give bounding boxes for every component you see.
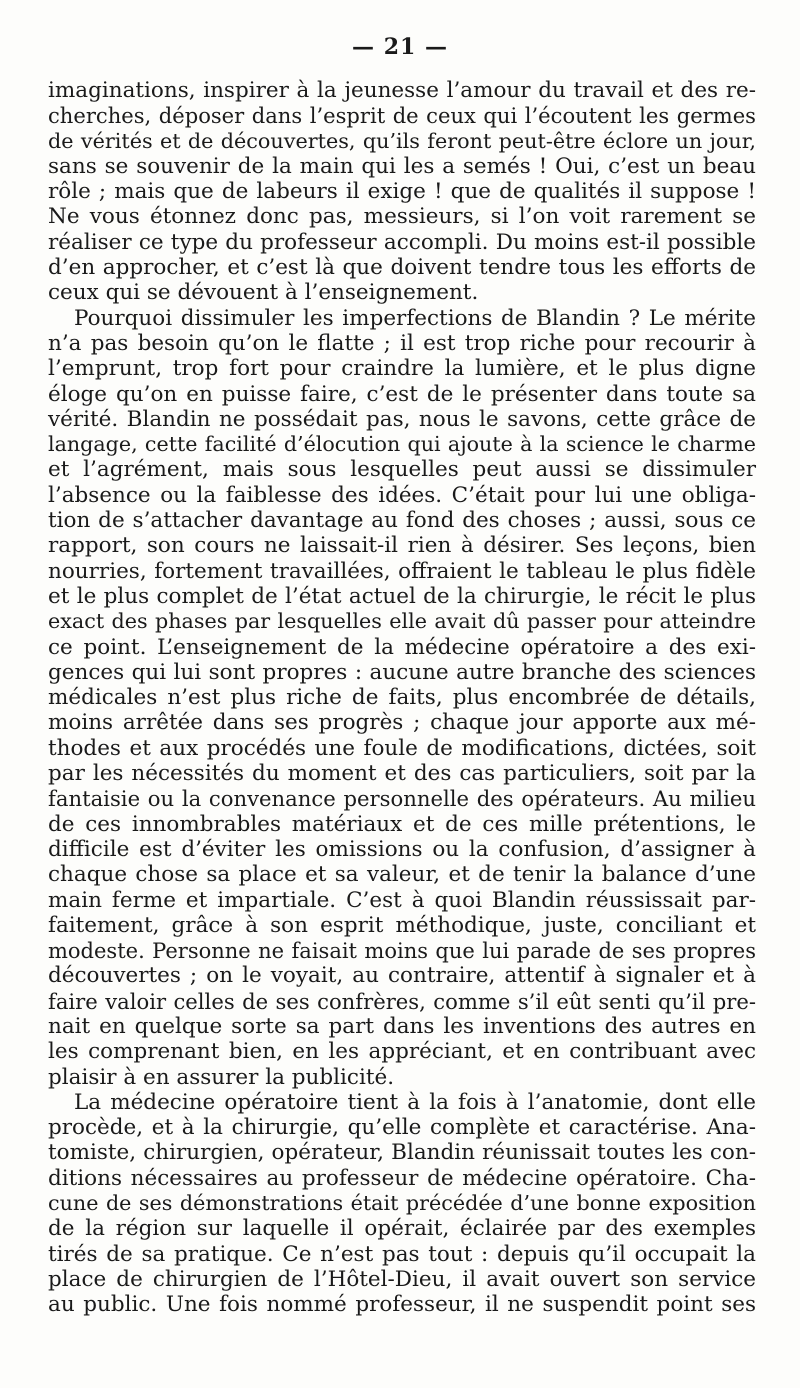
text-line: rapport, son cours ne laissait-il rien à désirer. Ses leçons, bien [48,533,756,559]
text-line: et l’agrément, mais sous lesquelles peut aussi se dissimuler [48,457,756,483]
text-line: au public. Une fois nommé professeur, il ne suspendit point ses [48,1292,756,1318]
text-line: tion de s’attacher davantage au fond des choses ; aussi, sous ce [48,508,756,534]
text-line: rôle ; mais que de labeurs il exige ! que de qualités il suppose ! [48,179,756,205]
text-line: thodes et aux procédés une foule de modifications, dictées, soit [48,735,756,761]
text-line: main ferme et impartiale. C’est à quoi Blandin réussissait par- [48,887,756,913]
text-line: exact des phases par lesquelles elle avait dû passer pour atteindre [48,609,756,634]
text-line: cherches, déposer dans l’esprit de ceux qui l’écoutent les germes [48,103,756,129]
paragraph-start-line: La médecine opératoire tient à la fois à l’anatomie, dont elle [74,1089,756,1115]
text-line: les comprenant bien, en les appréciant, et en contribuant avec [48,1039,756,1065]
text-line: difficile est d’éviter les omissions ou la confusion, d’assigner à [48,836,756,862]
text-line: nait en quelque sorte sa part dans les inventions des autres en [48,1013,756,1039]
text-line: de vérités et de découvertes, qu’ils feront peut-être éclore un jour, [48,128,756,153]
body-text [48,78,756,1318]
paragraph-end-line: ceux qui se dévouent à l’enseignement. [48,280,479,306]
page-number: — 21 — [352,34,448,60]
text-line: vérité. Blandin ne possédait pas, nous le savons, cette grâce de [48,406,756,432]
text-line: ce point. L’enseignement de la médecine opératoire a des exi- [48,634,756,660]
text-line: de la région sur laquelle il opérait, éclairée par des exemples [48,1216,756,1242]
text-line: faire valoir celles de ses confrères, comme s’il eût senti qu’il pre- [48,988,756,1014]
text-line: gences qui lui sont propres : aucune autre branche des sciences [48,659,756,685]
text-line: et le plus complet de l’état actuel de la chirurgie, le récit le plus [48,583,756,609]
text-line: imaginations, inspirer à la jeunesse l’amour du travail et des re- [48,78,756,103]
paragraph-end-line: plaisir à en assurer la publicité. [48,1064,395,1090]
text-line: chaque chose sa place et sa valeur, et de tenir la balance d’une [48,862,756,888]
text-line: l’emprunt, trop fort pour craindre la lumière, et le plus digne [48,356,756,382]
text-line: médicales n’est plus riche de faits, plus encombrée de détails, [48,685,756,711]
text-line: tirés de sa pratique. Ce n’est pas tout : depuis qu’il occupait la [48,1241,756,1267]
text-line: tomiste, chirurgien, opérateur, Blandin réunissait toutes les con- [48,1140,756,1166]
text-line: moins arrêtée dans ses progrès ; chaque jour apporte aux mé- [48,710,756,736]
text-line: éloge qu’on en puisse faire, c’est de le présenter dans toute sa [48,381,756,407]
text-line: par les nécessités du moment et des cas particuliers, soit par la [48,761,756,787]
text-line: d’en approcher, et c’est là que doivent tendre tous les efforts de [48,255,756,281]
text-line: nourries, fortement travaillées, offraient le tableau le plus fidèle [48,558,756,584]
text-line: ditions nécessaires au professeur de médecine opératoire. Cha- [48,1165,756,1191]
text-line: n’a pas besoin qu’on le flatte ; il est trop riche pour recourir à [48,330,756,356]
text-line: sans se souvenir de la main qui les a semés ! Oui, c’est un beau [48,153,756,179]
text-line: faitement, grâce à son esprit méthodique, juste, conciliant et [48,912,756,938]
text-line: fantaisie ou la convenance personnelle des opérateurs. Au milieu [48,786,756,812]
text-line: modeste. Personne ne faisait moins que lui parade de ses propres [48,938,756,964]
text-line: procède, et à la chirurgie, qu’elle complète et caractérise. Ana- [48,1115,756,1141]
text-line: cune de ses démonstrations était précédée d’une bonne exposition [48,1191,756,1216]
paragraph-start-line: Pourquoi dissimuler les imperfections de Blandin ? Le mérite [74,305,756,331]
text-line: de ces innombrables matériaux et de ces mille prétentions, le [48,811,756,837]
text-line: langage, cette facilité d’élocution qui ajoute à la science le charme [48,432,756,457]
text-line: Ne vous étonnez donc pas, messieurs, si l’on voit rarement se [48,204,756,230]
text-line: réaliser ce type du professeur accompli. Du moins est-il possible [48,229,756,255]
text-line: l’absence ou la faiblesse des idées. C’était pour lui une obliga- [48,482,756,508]
text-line: place de chirurgien de l’Hôtel-Dieu, il avait ouvert son service [48,1266,756,1292]
text-line: découvertes ; on le voyait, au contraire, attentif à signaler et à [48,963,756,989]
